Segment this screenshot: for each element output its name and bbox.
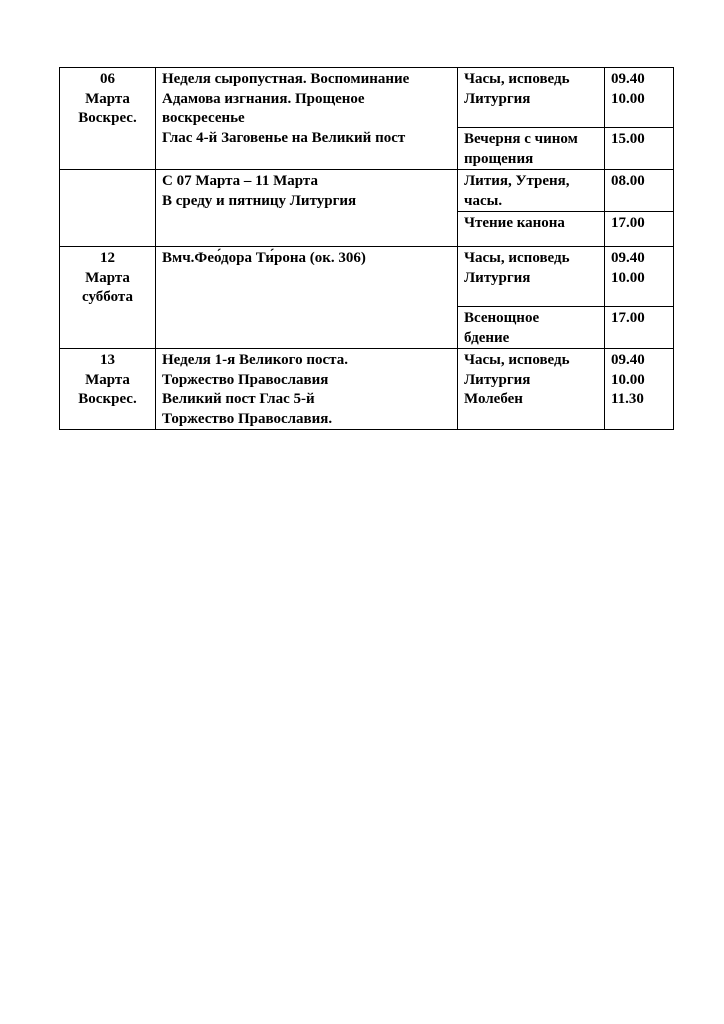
description-line: Вмч.Фео́дора Ти́рона (ок. 306) xyxy=(162,250,366,266)
service-time: 09.40 xyxy=(611,352,645,368)
service-name: Вечерня с чином xyxy=(464,131,578,147)
description-line: Великий пост Глас 5-й xyxy=(162,391,315,407)
service-time: 09.40 xyxy=(611,71,645,87)
description-line: Глас 4-й Заговенье на Великий пост xyxy=(162,129,406,146)
service-cell xyxy=(458,247,605,307)
time-cell xyxy=(605,247,674,307)
time-cell xyxy=(605,68,674,128)
time-cell xyxy=(605,307,674,349)
description-cell xyxy=(156,170,458,247)
description-line: В среду и пятницу Литургия xyxy=(162,192,357,209)
description-line: Торжество Православия. xyxy=(162,410,333,427)
time-cell xyxy=(605,349,674,430)
table-row xyxy=(60,170,674,212)
time-cell xyxy=(605,128,674,170)
service-time: 17.00 xyxy=(611,215,645,231)
day-number: 06 xyxy=(100,71,115,87)
service-time: 17.00 xyxy=(611,310,645,326)
date-cell xyxy=(60,349,156,430)
description-line: Неделя 1-я Великого поста. xyxy=(162,352,348,368)
service-name: прощения xyxy=(464,150,534,167)
service-name: Часы, исповедь xyxy=(464,71,570,87)
service-time: 09.40 xyxy=(611,250,645,266)
weekday-name: суббота xyxy=(82,289,133,305)
description-cell xyxy=(156,349,458,430)
service-name: бдение xyxy=(464,329,510,346)
service-name: Часы, исповедь xyxy=(464,352,570,368)
table-row xyxy=(60,349,674,430)
service-time: 10.00 xyxy=(611,90,645,107)
service-name: часы. xyxy=(464,192,503,209)
service-name: Лития, Утреня, xyxy=(464,173,570,189)
description-line: Торжество Православия xyxy=(162,371,329,388)
service-cell xyxy=(458,128,605,170)
service-name: Чтение канона xyxy=(464,215,565,231)
service-time: 15.00 xyxy=(611,131,645,147)
service-name: Литургия xyxy=(464,269,531,286)
time-cell xyxy=(605,212,674,247)
service-name: Всенощное xyxy=(464,310,540,326)
time-cell xyxy=(605,170,674,212)
service-cell xyxy=(458,307,605,349)
table-row xyxy=(60,247,674,307)
date-cell xyxy=(60,68,156,170)
service-name: Молебен xyxy=(464,391,523,407)
date-cell xyxy=(60,247,156,349)
service-time: 10.00 xyxy=(611,269,645,286)
description-cell xyxy=(156,68,458,170)
service-time: 08.00 xyxy=(611,173,645,189)
month-name: Марта xyxy=(85,371,130,388)
table-row xyxy=(60,68,674,128)
weekday-name: Воскрес. xyxy=(78,391,137,407)
service-time: 11.30 xyxy=(611,391,644,407)
description-cell xyxy=(156,247,458,349)
service-cell xyxy=(458,68,605,128)
description-line: С 07 Марта – 11 Марта xyxy=(162,173,318,189)
description-line: Неделя сыропустная. Воспоминание xyxy=(162,71,410,87)
service-name: Литургия xyxy=(464,371,531,388)
weekday-name: Воскрес. xyxy=(78,110,137,126)
service-name: Литургия xyxy=(464,90,531,107)
description-line: воскресенье xyxy=(162,110,245,126)
service-cell xyxy=(458,212,605,247)
service-cell xyxy=(458,170,605,212)
month-name: Марта xyxy=(85,269,130,286)
description-line: Адамова изгнания. Прощеное xyxy=(162,90,365,107)
service-name: Часы, исповедь xyxy=(464,250,570,266)
service-schedule-table xyxy=(59,67,674,430)
day-number: 13 xyxy=(100,352,115,368)
service-cell xyxy=(458,349,605,430)
date-cell xyxy=(60,170,156,247)
month-name: Марта xyxy=(85,90,130,107)
day-number: 12 xyxy=(100,250,115,266)
service-time: 10.00 xyxy=(611,371,645,388)
